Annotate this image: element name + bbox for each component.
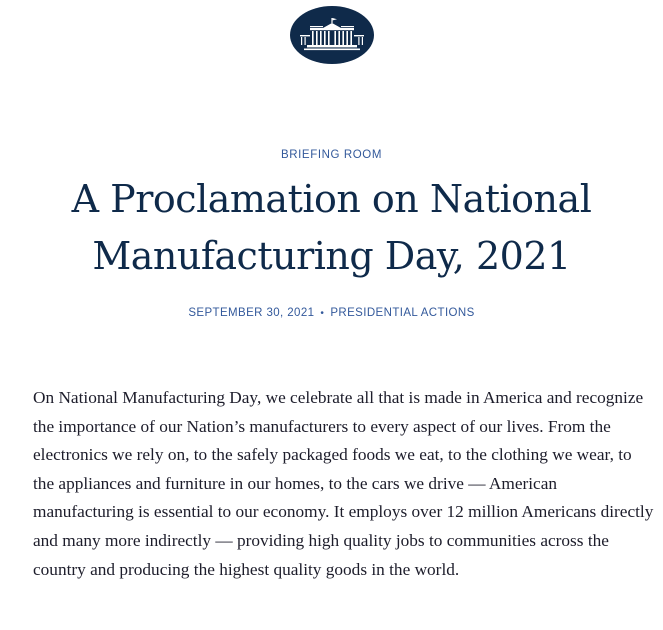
meta-separator: • <box>320 308 325 319</box>
category-row <box>0 145 663 161</box>
category-link[interactable]: BRIEFING ROOM <box>280 149 383 161</box>
home-link[interactable] <box>289 0 375 65</box>
article-paragraph: On National Manufacturing Day, we celebrate all that is made in America and recognize the importance of our Nation’s manufacturers to every aspect of our lives. From the electronics we rely on, to the safely packaged foods we eat, to the clothing we wear, to the appliances and furniture in our homes, to the cars we drive — American manufacturing is essential to our economy. It employs over 12 million Americans directly and many more indirectly — providing high quality jobs to communities across the country and producing the highest quality goods in the world. <box>33 388 654 579</box>
site-header <box>0 0 663 128</box>
section-link[interactable]: PRESIDENTIAL ACTIONS <box>330 307 475 319</box>
publish-date: SEPTEMBER 30, 2021 <box>188 307 315 319</box>
white-house-seal-icon <box>289 5 375 65</box>
article-meta <box>0 307 663 319</box>
page-title: A Proclamation on National Manufacturing Day, 2021 <box>71 177 592 278</box>
